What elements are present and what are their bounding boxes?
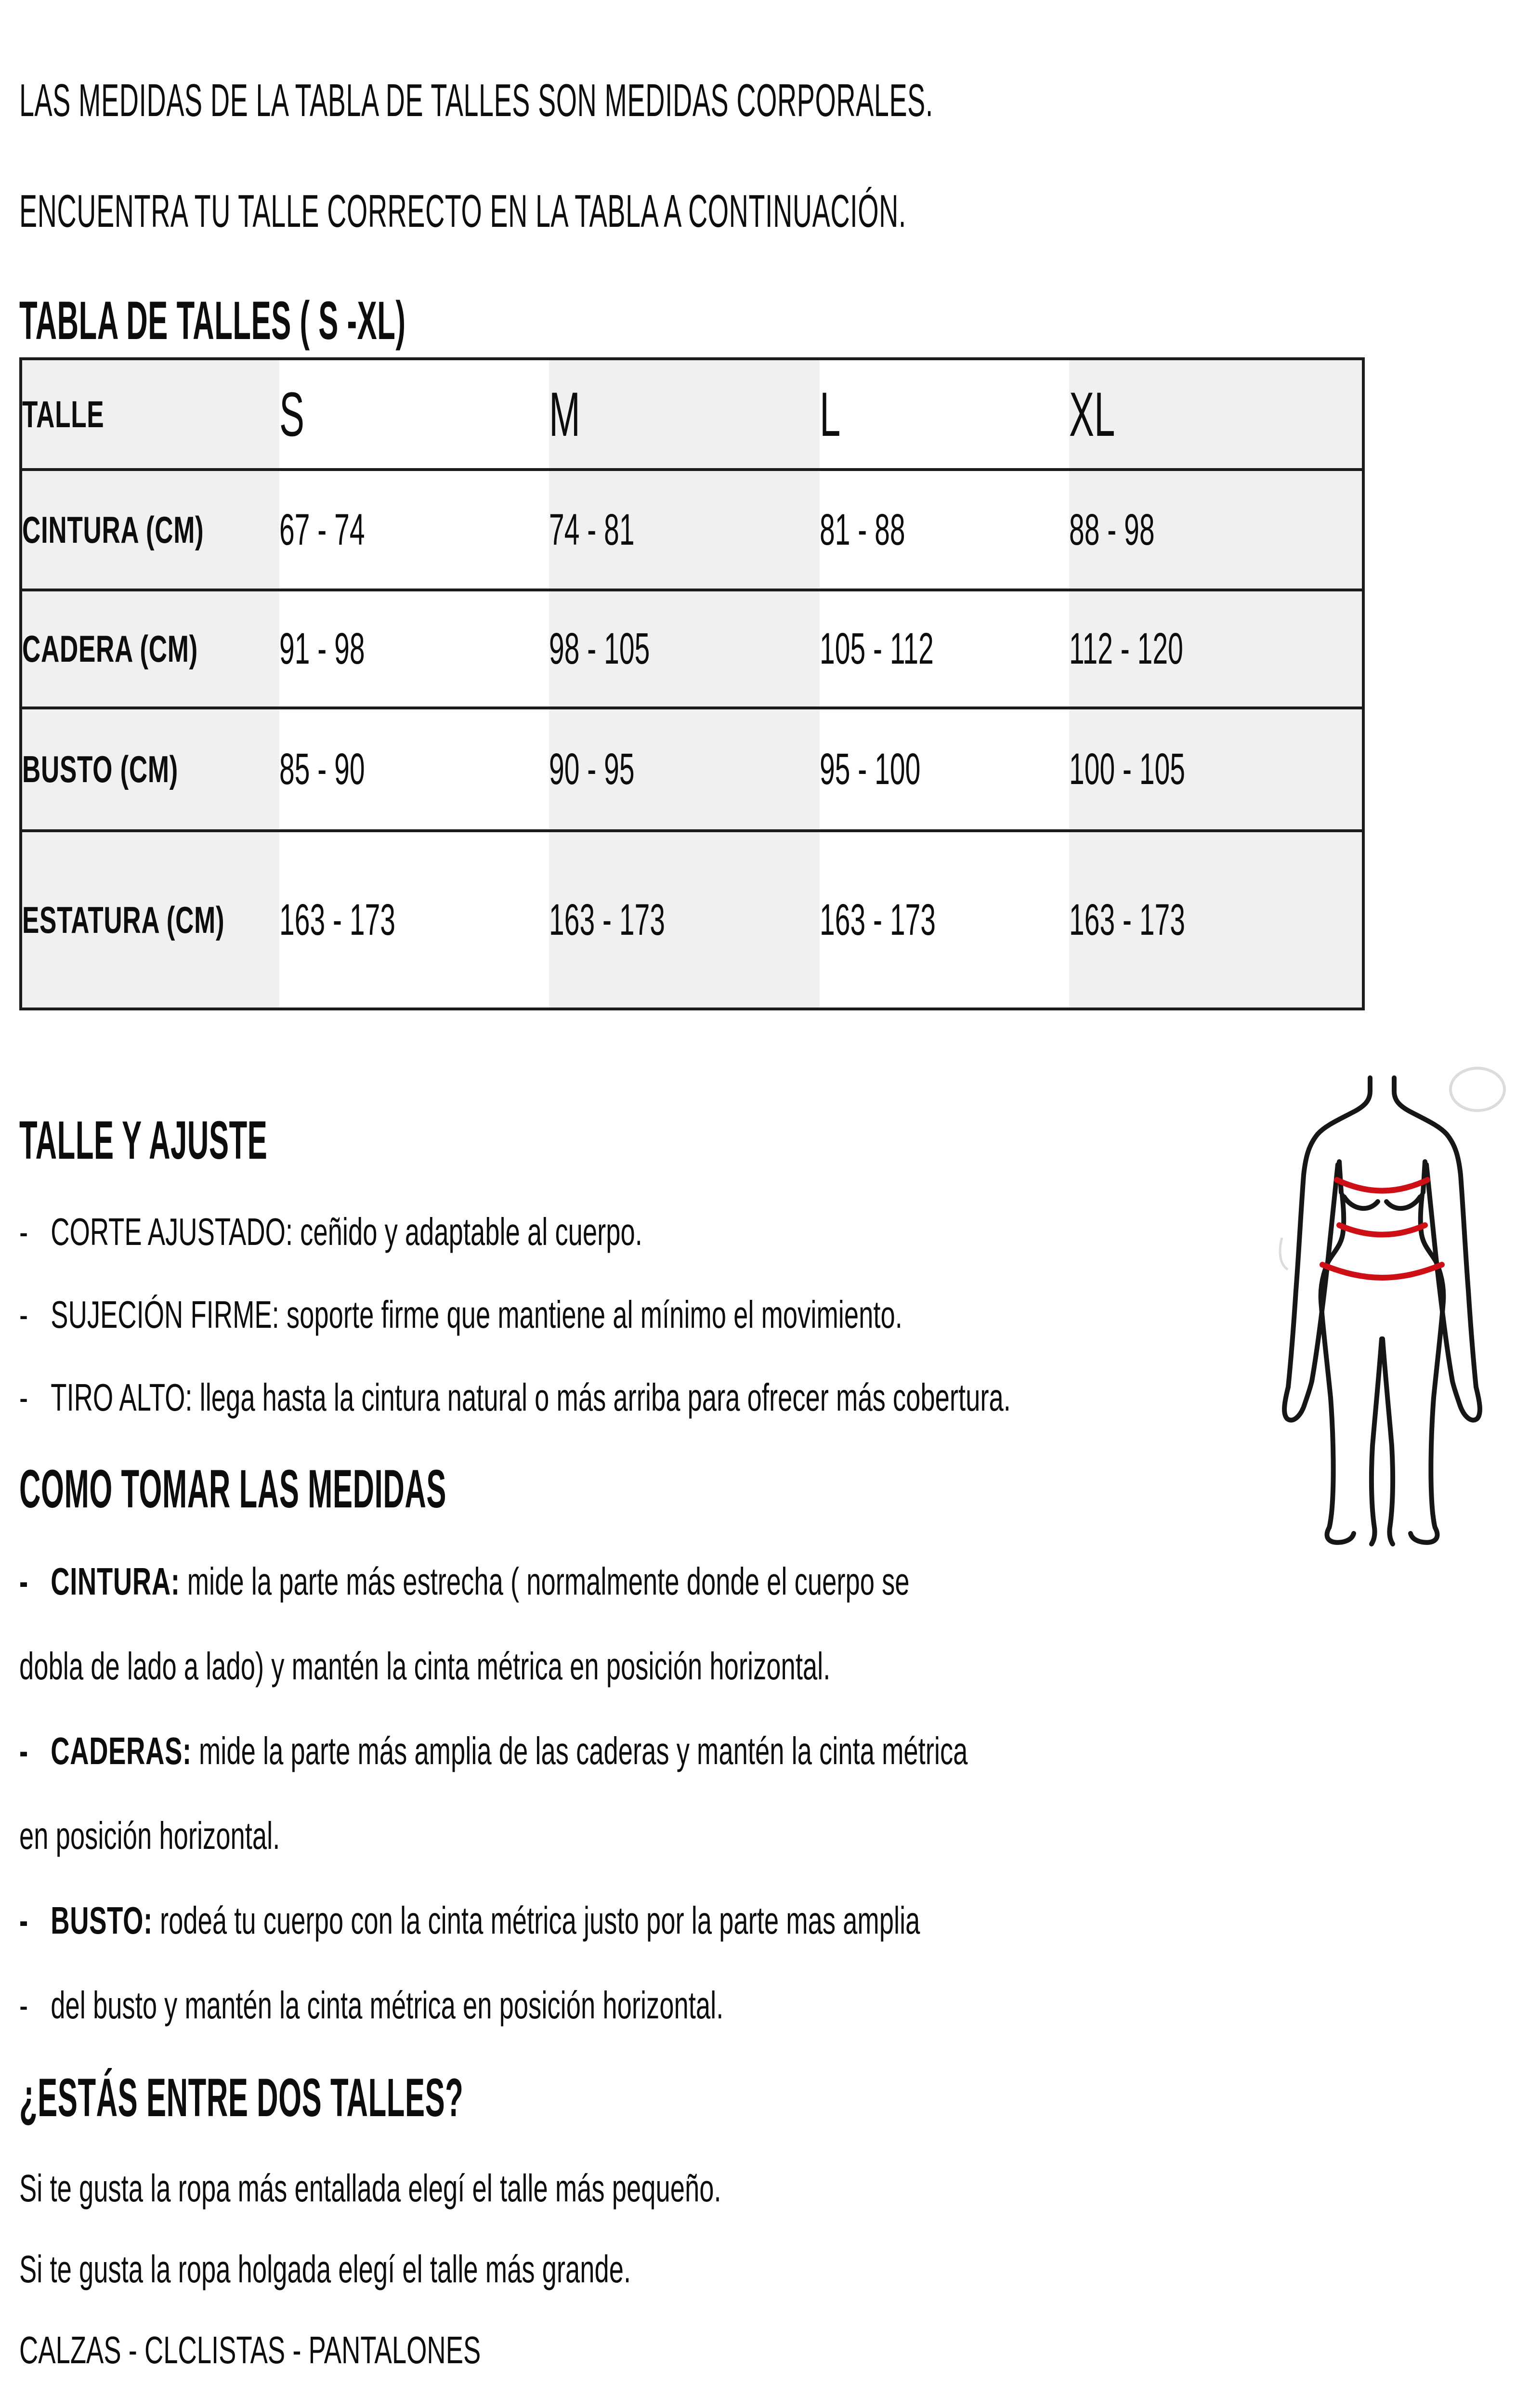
between-sizes-title: ¿ESTÁS ENTRE DOS TALLES?: [19, 2068, 464, 2128]
measure-item-text: en posición horizontal.: [19, 1814, 280, 1857]
table-header-row: [21, 359, 1363, 470]
measure-item-text: rodeá tu cuerpo con la cinta métrica justo por la parte mas amplia: [152, 1899, 920, 1942]
table-row-estatura: [21, 831, 1363, 1009]
between-sizes-line: Si te gusta la ropa holgada elegí el talle más grande.: [19, 2248, 631, 2290]
intro-line-2: ENCUENTRA TU TALLE CORRECTO EN LA TABLA A CONTINUACIÓN.: [19, 185, 906, 237]
table-cell: [820, 470, 1069, 590]
table-cell: [1069, 708, 1363, 831]
table-cell: [1069, 470, 1363, 590]
bullet-dash: -: [19, 1293, 28, 1336]
bullet-dash: -: [19, 1376, 28, 1419]
cell-value: 85 - 90: [279, 745, 365, 794]
fit-item-text: llega hasta la cintura natural o más arriba para ofrecer más cobertura.: [192, 1376, 1011, 1419]
between-sizes-section: [19, 2067, 1516, 2408]
row-label-text: BUSTO (CM): [22, 748, 179, 790]
table-cell: [549, 708, 820, 831]
cell-value: 95 - 100: [820, 745, 921, 794]
measure-item-busto: [19, 1898, 1516, 2028]
bullet-dash: -: [19, 1729, 28, 1772]
between-sizes-line: CALZAS - CLCLISTAS - PANTALONES: [19, 2329, 481, 2371]
table-cell: [279, 590, 549, 708]
row-label-text: CINTURA (CM): [22, 508, 204, 551]
fit-item-label: TIRO ALTO:: [51, 1376, 193, 1419]
size-guide-document: [19, 68, 1516, 2408]
size-l-label: L: [820, 379, 841, 449]
measure-item-text: dobla de lado a lado) y mantén la cinta métrica en posición horizontal.: [19, 1645, 831, 1688]
table-cell: [279, 470, 549, 590]
row-label: [21, 708, 279, 831]
measure-section-title: COMO TOMAR LAS MEDIDAS: [19, 1459, 447, 1519]
cell-value: 91 - 98: [279, 624, 365, 673]
cell-value: 81 - 88: [820, 505, 905, 554]
row-label-text: CADERA (CM): [22, 628, 198, 670]
bust-measure-line: [1337, 1180, 1427, 1191]
row-label: [21, 831, 279, 1009]
row-label-text: ESTATURA (CM): [22, 898, 225, 941]
cell-value: 163 - 173: [279, 895, 396, 944]
measure-item-line-2: [19, 1813, 1037, 1859]
measure-item-line-1: [19, 1558, 1037, 1605]
fit-item-text: ceñido y adaptable al cuerpo.: [293, 1210, 642, 1253]
fit-item: [19, 1375, 1037, 1420]
table-cell: [279, 831, 549, 1009]
measure-item-line-2: [19, 1643, 1037, 1689]
intro-line-1: LAS MEDIDAS DE LA TABLA DE TALLES SON MEDIDAS CORPORALES.: [19, 75, 933, 126]
bullet-dash: -: [19, 1899, 28, 1942]
table-cell: [820, 590, 1069, 708]
measure-item-text: mide la parte más amplia de las caderas y mantén la cinta métrica: [191, 1729, 968, 1772]
fit-item: [19, 1293, 1037, 1337]
fit-item-label: CORTE AJUSTADO:: [51, 1210, 293, 1253]
fit-item-label: SUJECIÓN FIRME:: [51, 1293, 279, 1336]
cell-value: 163 - 173: [549, 895, 666, 944]
corner-header-label: TALLE: [22, 393, 105, 435]
table-cell: [549, 590, 820, 708]
measure-item-label: CINTURA:: [51, 1560, 180, 1603]
cell-value: 112 - 120: [1069, 624, 1183, 673]
figure-outline: [1284, 1078, 1480, 1544]
table-cell: [549, 831, 820, 1009]
cell-value: 163 - 173: [1069, 895, 1186, 944]
between-sizes-line: Si te gusta la ropa más entallada elegí el talle más pequeño.: [19, 2167, 721, 2210]
table-cell: [279, 708, 549, 831]
hip-measure-line: [1322, 1265, 1442, 1278]
table-cell: [820, 831, 1069, 1009]
measure-item-line-1: [19, 1728, 1037, 1774]
bullet-dash: -: [19, 1560, 28, 1603]
table-cell: [1069, 831, 1363, 1009]
measure-item-label: CADERAS:: [51, 1729, 192, 1772]
measure-item-text: del busto y mantén la cinta métrica en posición horizontal.: [51, 1984, 724, 2027]
size-chart-title: TABLA DE TALLES ( S -XL): [19, 290, 406, 351]
cell-value: 74 - 81: [549, 505, 635, 554]
table-cell: [549, 470, 820, 590]
body-measurement-figure: [1252, 1031, 1512, 1560]
body-silhouette-svg: [1252, 1031, 1512, 1560]
size-s-label: S: [279, 379, 305, 449]
waist-measure-line: [1339, 1225, 1425, 1235]
table-row-cintura: [21, 470, 1363, 590]
size-chart-table: [19, 357, 1365, 1010]
row-label: [21, 470, 279, 590]
column-header-m: [549, 359, 820, 470]
cell-value: 163 - 173: [820, 895, 936, 944]
table-row-cadera: [21, 590, 1363, 708]
table-cell: [1069, 590, 1363, 708]
table-corner-header: [21, 359, 279, 470]
column-header-xl: [1069, 359, 1363, 470]
size-m-label: M: [549, 379, 580, 449]
bullet-dash: -: [19, 1210, 28, 1253]
bullet-dash: -: [19, 1984, 28, 2027]
faint-artifact-arc: [1280, 1238, 1288, 1269]
cell-value: 105 - 112: [820, 624, 934, 673]
cell-value: 98 - 105: [549, 624, 650, 673]
measure-item-cintura: [19, 1558, 1516, 1689]
fit-item-text: soporte firme que mantiene al mínimo el movimiento.: [279, 1293, 902, 1336]
measure-item-line-1: [19, 1898, 1037, 1944]
cell-value: 67 - 74: [279, 505, 365, 554]
row-label: [21, 590, 279, 708]
column-header-l: [820, 359, 1069, 470]
cell-value: 88 - 98: [1069, 505, 1155, 554]
column-header-s: [279, 359, 549, 470]
cell-value: 90 - 95: [549, 745, 635, 794]
faint-artifact-ellipse: [1451, 1068, 1504, 1111]
table-cell: [820, 708, 1069, 831]
measure-item-line-2: [19, 1982, 1037, 2028]
measure-item-caderas: [19, 1728, 1516, 1859]
measure-item-text: mide la parte más estrecha ( normalmente donde el cuerpo se: [180, 1560, 910, 1603]
cell-value: 100 - 105: [1069, 745, 1186, 794]
measure-item-label: BUSTO:: [51, 1899, 153, 1942]
fit-item: [19, 1210, 1037, 1254]
size-xl-label: XL: [1069, 379, 1115, 449]
fit-section-title: TALLE Y AJUSTE: [19, 1110, 268, 1170]
table-row-busto: [21, 708, 1363, 831]
